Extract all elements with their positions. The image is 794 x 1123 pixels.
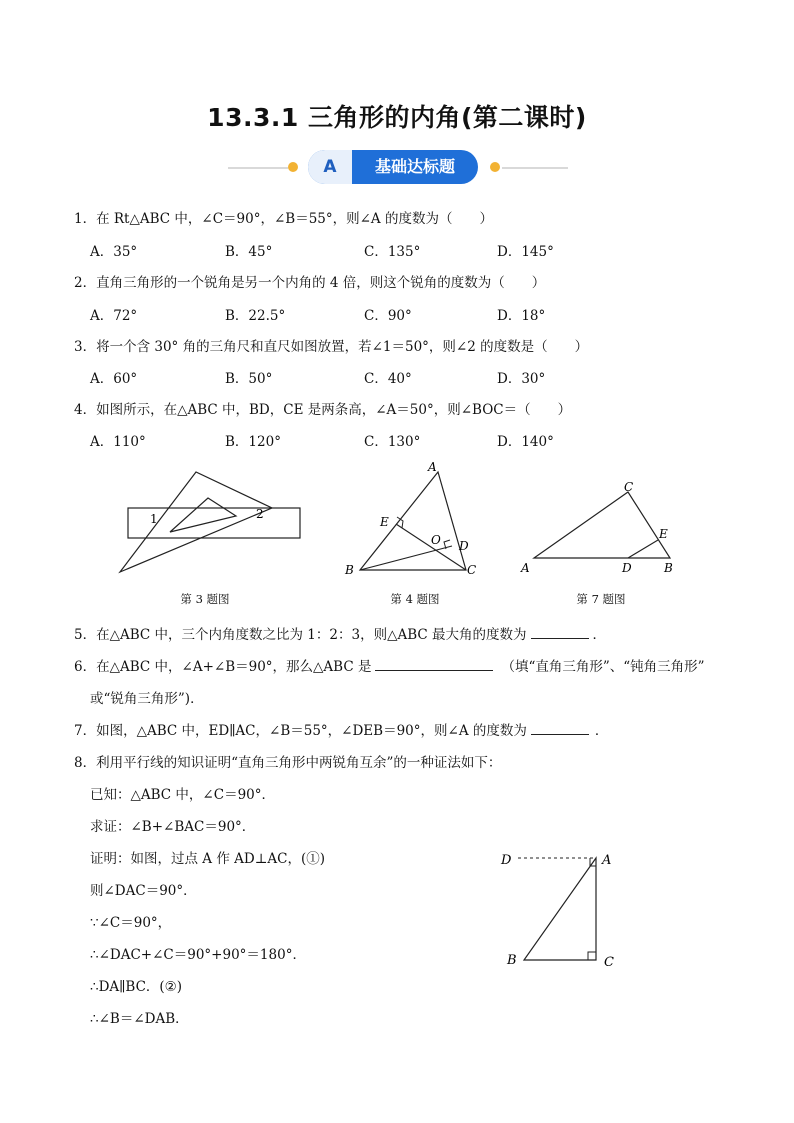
question-7-end: ． — [594, 723, 609, 739]
label-e: E — [380, 515, 389, 529]
q2-option-a: A．72° — [90, 308, 138, 324]
banner-left-line — [228, 167, 288, 169]
triangle-abc-8 — [524, 858, 596, 960]
q4-option-a: A．110° — [90, 434, 146, 450]
label-c-7: C — [624, 480, 634, 494]
triangle-abc — [360, 472, 466, 570]
q1-option-b: B．45° — [225, 244, 273, 260]
question-8: 8．利用平行线的知识证明“直角三角形中两锐角互余”的一种证法如下： — [74, 755, 502, 771]
proof-step-4: ∴∠DAC+∠C＝90°+90°＝180°． — [90, 947, 306, 963]
q2-option-b: B．22.5° — [225, 308, 286, 324]
question-4: 4．如图所示，在△ABC 中，BD，CE 是两条高，∠A＝50°，则∠BOC＝（ ） — [74, 402, 572, 418]
label-c: C — [467, 563, 477, 577]
figure-7-caption: 第 7 题图 — [576, 592, 626, 606]
section-label: 基础达标题 — [374, 157, 455, 176]
question-6-line2: 或“锐角三角形”)． — [90, 691, 204, 707]
question-6-text: 6．在△ABC 中，∠A+∠B＝90°，那么△ABC 是 — [74, 659, 372, 675]
q1-option-c: C．135° — [364, 244, 421, 260]
q2-option-d: D．18° — [497, 308, 546, 324]
angle-2-label: 2 — [256, 507, 264, 521]
question-7-text: 7．如图，△ABC 中，ED∥AC，∠B＝55°，∠DEB＝90°，则∠A 的度数为 — [74, 723, 527, 739]
answer-blank-7[interactable] — [531, 722, 589, 735]
section-letter: A — [308, 150, 352, 184]
q1-option-d: D．145° — [497, 244, 554, 260]
figure-8-right-triangle — [498, 844, 628, 968]
q4-option-d: D．140° — [497, 434, 554, 450]
figure-7-triangle — [516, 476, 686, 580]
proof-step-3: ∵∠C＝90°， — [90, 915, 172, 931]
q2-option-c: C．90° — [364, 308, 412, 324]
figure-4-caption: 第 4 题图 — [390, 592, 440, 606]
label-b-8: B — [507, 953, 517, 968]
label-o: O — [431, 533, 441, 547]
proof-prove: 求证：∠B+∠BAC＝90°． — [90, 819, 256, 835]
q3-option-d: D．30° — [497, 371, 546, 387]
question-1: 1．在 Rt△ABC 中，∠C＝90°，∠B＝55°，则∠A 的度数为（ ） — [74, 211, 493, 227]
label-a-7: A — [521, 561, 530, 575]
q3-option-a: A．60° — [90, 371, 138, 387]
question-2: 2．直角三角形的一个锐角是另一个内角的 4 倍，则这个锐角的度数为（ ） — [74, 275, 546, 291]
question-7 — [74, 719, 608, 739]
question-5-text: 5．在△ABC 中，三个内角度数之比为 1：2：3，则△ABC 最大角的度数为 — [74, 627, 527, 643]
triangle-abc-7 — [534, 492, 670, 558]
page-title: 13.3.1 三角形的内角(第二课时) — [207, 103, 587, 132]
segment-de — [628, 540, 658, 558]
banner-right-line — [502, 167, 568, 169]
question-3: 3．将一个含 30° 角的三角尺和直尺如图放置，若∠1＝50°，则∠2 的度数是（ ） — [74, 339, 589, 355]
figure-3-ruler-triangle — [112, 468, 308, 580]
q3-option-b: B．50° — [225, 371, 273, 387]
question-5 — [74, 623, 606, 643]
altitude-ce — [396, 524, 466, 570]
figure-3-caption: 第 3 题图 — [180, 592, 230, 606]
q1-option-a: A．35° — [90, 244, 138, 260]
proof-step-1: 证明：如图，过点 A 作 AD⊥AC，(①) — [90, 851, 326, 867]
label-a-8: A — [602, 853, 612, 868]
answer-blank-6[interactable] — [375, 658, 493, 671]
proof-step-5: ∴DA∥BC．(②) — [90, 979, 183, 995]
section-banner — [228, 150, 568, 186]
q3-option-c: C．40° — [364, 371, 412, 387]
question-6-tail: （填“直角三角形”、“钝角三角形” — [501, 659, 705, 675]
angle-1-label: 1 — [150, 512, 158, 526]
label-e-7: E — [659, 527, 668, 541]
label-b: B — [345, 563, 354, 577]
q4-option-c: C．130° — [364, 434, 421, 450]
proof-given: 已知：△ABC 中，∠C＝90°． — [90, 787, 275, 803]
banner-left-dot — [288, 162, 298, 172]
label-d-7: D — [622, 561, 632, 575]
question-6 — [74, 655, 705, 675]
label-d: D — [459, 539, 469, 553]
proof-step-2: 则∠DAC＝90°． — [90, 883, 197, 899]
triangle-ruler-outer — [120, 472, 272, 572]
answer-blank-5[interactable] — [531, 626, 589, 639]
label-d-8: D — [501, 853, 512, 868]
label-b-7: B — [664, 561, 673, 575]
label-a: A — [428, 460, 437, 474]
label-c-8: C — [604, 955, 614, 968]
q4-option-b: B．120° — [225, 434, 281, 450]
altitude-bd — [360, 546, 452, 570]
figure-4-triangle-altitudes — [340, 458, 486, 580]
banner-right-dot — [490, 162, 500, 172]
question-5-end: ． — [592, 627, 606, 643]
proof-step-6: ∴∠B＝∠DAB． — [90, 1011, 189, 1027]
right-angle-c — [588, 952, 596, 960]
